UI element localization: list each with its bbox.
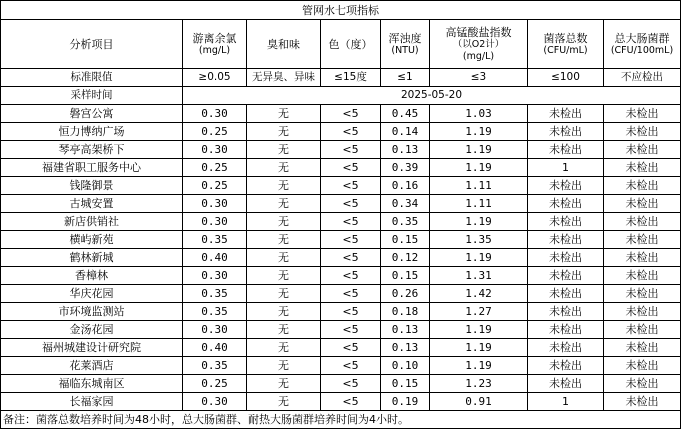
cell-coliform: 未检出 [604,159,681,177]
cell-odor: 无 [247,231,321,249]
header-permanganate-name: 高锰酸盐指数 [445,25,512,39]
cell-permanganate: 1.19 [430,339,528,357]
cell-turbidity: 0.13 [381,339,430,357]
cell-color: <5 [321,141,381,159]
table-row [1,177,681,195]
table-row [1,231,681,249]
header-bacteria-unit: (CFU/mL) [543,44,588,56]
cell-permanganate: 1.23 [430,375,528,393]
cell-turbidity: 0.14 [381,123,430,141]
cell-site: 横屿新苑 [1,231,183,249]
cell-permanganate: 1.42 [430,285,528,303]
cell-bacteria: 未检出 [528,357,604,375]
cell-coliform: 未检出 [604,105,681,123]
cell-color: <5 [321,339,381,357]
table-row [1,393,681,411]
header-chlorine-unit: (mg/L) [198,44,231,56]
cell-permanganate: 1.35 [430,231,528,249]
cell-turbidity: 0.10 [381,357,430,375]
limit-odor: 无异臭、异味 [247,69,321,87]
header-coliform-name: 总大肠菌群 [614,31,670,45]
limit-bacteria: ≤100 [528,69,604,87]
cell-turbidity: 0.39 [381,159,430,177]
cell-permanganate: 1.11 [430,195,528,213]
cell-turbidity: 0.15 [381,231,430,249]
header-row [1,20,681,69]
limit-permanganate: ≤3 [430,69,528,87]
cell-site: 香樟林 [1,267,183,285]
header-odor: 臭和味 [247,20,321,69]
cell-chlorine: 0.30 [183,105,247,123]
cell-coliform: 未检出 [604,393,681,411]
header-permanganate-unit: (mg/L) [462,50,495,62]
table-row [1,339,681,357]
cell-coliform: 未检出 [604,213,681,231]
sampling-label: 采样时间 [1,87,183,105]
cell-permanganate: 1.19 [430,123,528,141]
cell-permanganate: 1.19 [430,249,528,267]
cell-odor: 无 [247,249,321,267]
cell-chlorine: 0.40 [183,249,247,267]
limit-coliform: 不应检出 [604,69,681,87]
cell-chlorine: 0.30 [183,213,247,231]
cell-permanganate: 1.19 [430,321,528,339]
cell-bacteria: 未检出 [528,249,604,267]
table-row [1,141,681,159]
table-row [1,213,681,231]
table-row [1,321,681,339]
cell-bacteria: 未检出 [528,339,604,357]
cell-odor: 无 [247,303,321,321]
header-color: 色（度） [321,20,381,69]
table-row [1,105,681,123]
cell-odor: 无 [247,267,321,285]
cell-permanganate: 1.11 [430,177,528,195]
cell-odor: 无 [247,213,321,231]
cell-bacteria: 未检出 [528,177,604,195]
cell-turbidity: 0.15 [381,267,430,285]
cell-coliform: 未检出 [604,231,681,249]
cell-bacteria: 未检出 [528,375,604,393]
cell-coliform: 未检出 [604,141,681,159]
table-row [1,285,681,303]
cell-odor: 无 [247,177,321,195]
cell-coliform: 未检出 [604,375,681,393]
header-bacteria-name: 菌落总数 [543,31,588,45]
cell-chlorine: 0.30 [183,195,247,213]
cell-color: <5 [321,231,381,249]
table-row [1,375,681,393]
cell-chlorine: 0.25 [183,159,247,177]
cell-coliform: 未检出 [604,339,681,357]
note-text: 备注：菌落总数培养时间为48小时，总大肠菌群、耐热大肠菌群培养时间为4小时。 [1,411,681,429]
cell-site: 磐宫公寓 [1,105,183,123]
cell-chlorine: 0.30 [183,393,247,411]
cell-site: 鹤林新城 [1,249,183,267]
cell-odor: 无 [247,159,321,177]
cell-chlorine: 0.30 [183,321,247,339]
header-permanganate-basis: （以O2计） [452,38,505,50]
cell-site: 恒力博纳广场 [1,123,183,141]
cell-bacteria: 未检出 [528,231,604,249]
cell-permanganate: 1.19 [430,141,528,159]
cell-bacteria: 未检出 [528,321,604,339]
table-row [1,195,681,213]
cell-site: 福建省职工服务中心 [1,159,183,177]
cell-permanganate: 1.03 [430,105,528,123]
cell-turbidity: 0.34 [381,195,430,213]
cell-coliform: 未检出 [604,285,681,303]
cell-odor: 无 [247,141,321,159]
cell-site: 福州城建设计研究院 [1,339,183,357]
header-coliform-unit: (CFU/100mL) [610,44,674,56]
cell-odor: 无 [247,375,321,393]
table-title: 管网水七项指标 [1,1,681,20]
cell-coliform: 未检出 [604,321,681,339]
cell-chlorine: 0.25 [183,177,247,195]
cell-bacteria: 未检出 [528,303,604,321]
cell-bacteria: 未检出 [528,267,604,285]
cell-color: <5 [321,213,381,231]
cell-coliform: 未检出 [604,249,681,267]
cell-site: 福临东城南区 [1,375,183,393]
cell-site: 琴亭高架桥下 [1,141,183,159]
cell-turbidity: 0.13 [381,141,430,159]
cell-bacteria: 未检出 [528,195,604,213]
cell-permanganate: 1.31 [430,267,528,285]
cell-permanganate: 1.27 [430,303,528,321]
cell-bacteria: 未检出 [528,285,604,303]
cell-chlorine: 0.35 [183,303,247,321]
cell-odor: 无 [247,321,321,339]
cell-color: <5 [321,177,381,195]
header-chlorine-name: 游离余氯 [192,31,237,45]
cell-site: 市环境监测站 [1,303,183,321]
header-turbidity-unit: (NTU) [391,44,419,56]
cell-chlorine: 0.35 [183,231,247,249]
cell-coliform: 未检出 [604,303,681,321]
cell-odor: 无 [247,195,321,213]
cell-odor: 无 [247,339,321,357]
cell-turbidity: 0.26 [381,285,430,303]
cell-site: 华庆花园 [1,285,183,303]
limits-row [1,69,681,87]
limit-chlorine: ≥0.05 [183,69,247,87]
cell-site: 金汤花园 [1,321,183,339]
header-item: 分析项目 [1,20,183,69]
header-turbidity [381,20,430,69]
note-row [1,411,681,429]
cell-chlorine: 0.30 [183,267,247,285]
header-turbidity-name: 浑浊度 [388,31,422,45]
cell-site: 古城安置 [1,195,183,213]
cell-color: <5 [321,357,381,375]
cell-turbidity: 0.12 [381,249,430,267]
cell-permanganate: 1.19 [430,159,528,177]
cell-permanganate: 1.19 [430,213,528,231]
cell-turbidity: 0.16 [381,177,430,195]
cell-turbidity: 0.35 [381,213,430,231]
cell-chlorine: 0.40 [183,339,247,357]
cell-bacteria: 1 [528,159,604,177]
limits-label: 标准限值 [1,69,183,87]
cell-chlorine: 0.25 [183,123,247,141]
cell-turbidity: 0.15 [381,375,430,393]
cell-bacteria: 未检出 [528,105,604,123]
sampling-row [1,87,681,105]
cell-odor: 无 [247,357,321,375]
header-bacteria [528,20,604,69]
table-row [1,159,681,177]
cell-chlorine: 0.30 [183,141,247,159]
cell-bacteria: 未检出 [528,213,604,231]
cell-color: <5 [321,249,381,267]
cell-coliform: 未检出 [604,177,681,195]
cell-site: 花莱酒店 [1,357,183,375]
cell-chlorine: 0.35 [183,285,247,303]
cell-color: <5 [321,123,381,141]
table-row [1,303,681,321]
cell-color: <5 [321,267,381,285]
cell-color: <5 [321,375,381,393]
cell-odor: 无 [247,105,321,123]
cell-color: <5 [321,321,381,339]
table-row [1,357,681,375]
table-row [1,267,681,285]
sampling-date: 2025-05-20 [183,87,681,105]
cell-odor: 无 [247,393,321,411]
limit-turbidity: ≤1 [381,69,430,87]
cell-bacteria: 未检出 [528,123,604,141]
header-permanganate [430,20,528,69]
cell-color: <5 [321,159,381,177]
cell-turbidity: 0.19 [381,393,430,411]
cell-color: <5 [321,195,381,213]
header-chlorine [183,20,247,69]
cell-coliform: 未检出 [604,195,681,213]
cell-turbidity: 0.18 [381,303,430,321]
cell-coliform: 未检出 [604,267,681,285]
cell-site: 钱隆御景 [1,177,183,195]
cell-site: 新店供销社 [1,213,183,231]
title-row [1,1,681,20]
cell-turbidity: 0.45 [381,105,430,123]
header-coliform [604,20,681,69]
cell-color: <5 [321,303,381,321]
cell-coliform: 未检出 [604,123,681,141]
cell-odor: 无 [247,285,321,303]
cell-site: 长福家园 [1,393,183,411]
cell-permanganate: 1.19 [430,357,528,375]
cell-bacteria: 1 [528,393,604,411]
limit-color: ≤15度 [321,69,381,87]
cell-coliform: 未检出 [604,357,681,375]
cell-odor: 无 [247,123,321,141]
cell-permanganate: 0.91 [430,393,528,411]
cell-color: <5 [321,393,381,411]
cell-color: <5 [321,105,381,123]
table-row [1,123,681,141]
cell-color: <5 [321,285,381,303]
cell-chlorine: 0.25 [183,375,247,393]
cell-bacteria: 未检出 [528,141,604,159]
table-row [1,249,681,267]
cell-turbidity: 0.13 [381,321,430,339]
cell-chlorine: 0.35 [183,357,247,375]
